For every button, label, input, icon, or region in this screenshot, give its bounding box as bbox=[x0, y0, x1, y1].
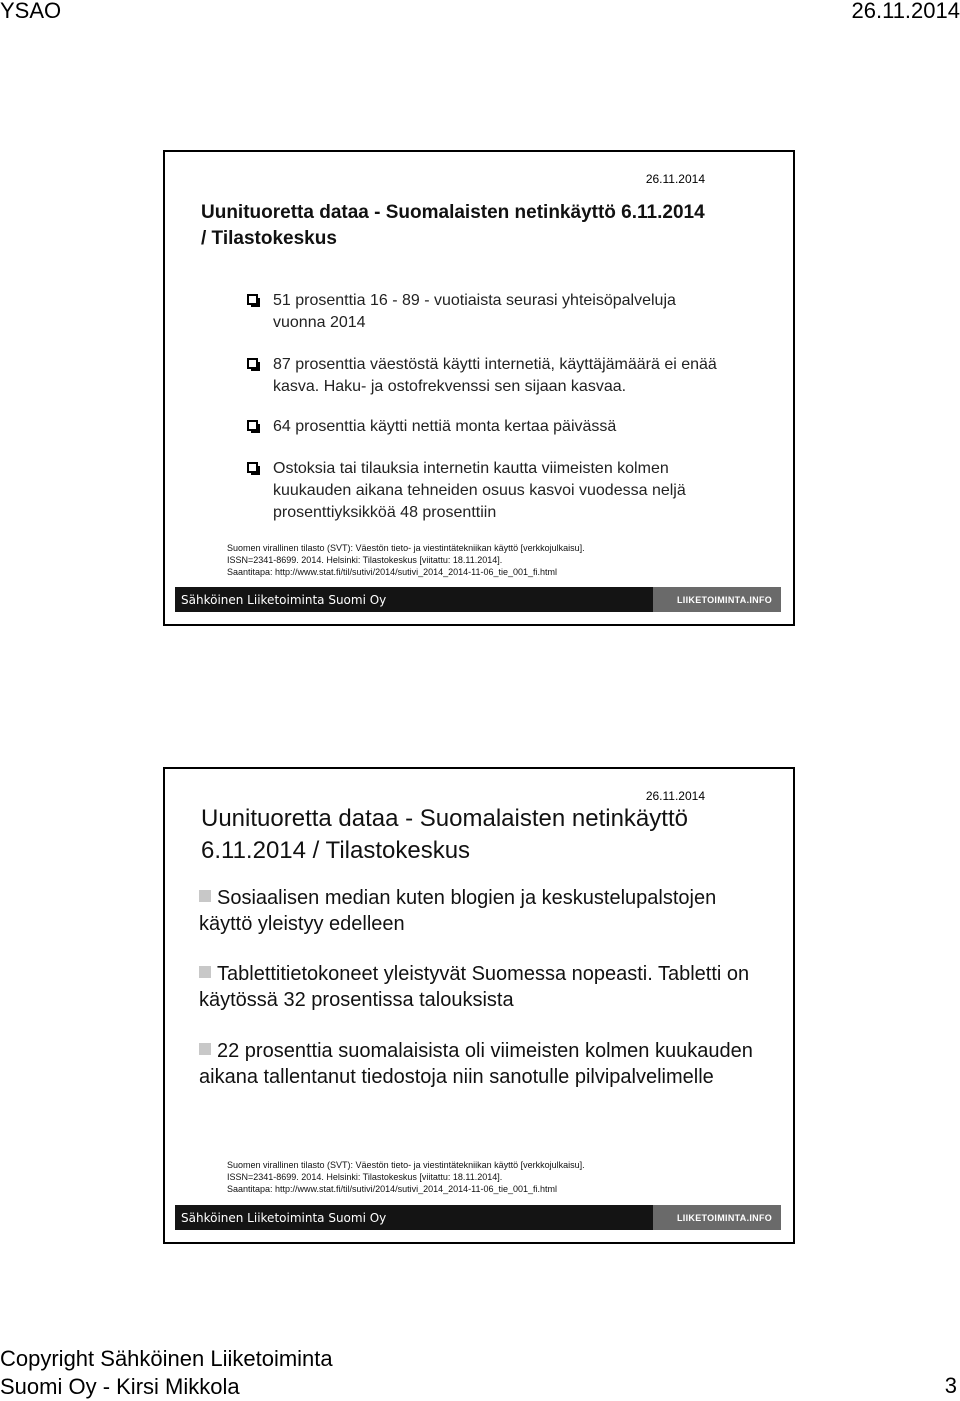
list-item bbox=[247, 290, 717, 334]
bullet-text: Sosiaalisen median kuten blogien ja keskustelupalstojen käyttö yleistyy edelleen bbox=[199, 887, 717, 935]
list-item bbox=[247, 354, 717, 398]
bullet-text: 87 prosenttia väestöstä käytti internetiä, käyttäjämäärä ei enää kasva. Haku- ja ostofrekvenssi sen sijaan kasvaa. bbox=[273, 356, 717, 395]
slide-footer-bar bbox=[175, 587, 781, 612]
square-bullet-icon bbox=[199, 966, 211, 978]
bullet-list bbox=[199, 885, 759, 1090]
source-line: Suomen virallinen tilasto (SVT): Väestön tieto- ja viestintätekniikan käyttö [verkkojulkaisu]. bbox=[227, 543, 585, 553]
source-line: Suomen virallinen tilasto (SVT): Väestön tieto- ja viestintätekniikan käyttö [verkkojulkaisu]. bbox=[227, 1160, 585, 1170]
source-link[interactable]: Saantitapa: http://www.stat.fi/til/sutivi/2014/sutivi_2014_2014-11-06_tie_001_fi.html bbox=[227, 567, 558, 577]
source-line: ISSN=2341-8699. 2014. Helsinki: Tilastokeskus [viitattu: 18.11.2014]. bbox=[227, 555, 503, 565]
slide-footer-bar bbox=[175, 1205, 781, 1230]
brand-logo: LIIKETOIMINTA.INFO bbox=[653, 587, 781, 612]
list-item bbox=[199, 885, 759, 937]
checkbox-bullet-icon bbox=[247, 420, 258, 431]
slide-title-line-2: 6.11.2014 / Tilastokeskus bbox=[201, 837, 471, 864]
bullet-text: 51 prosenttia 16 - 89 - vuotiaista seurasi yhteisöpalveluja vuonna 2014 bbox=[273, 292, 676, 331]
source-link[interactable]: Saantitapa: http://www.stat.fi/til/sutivi/2014/sutivi_2014_2014-11-06_tie_001_fi.html bbox=[227, 1184, 558, 1194]
slide-1 bbox=[163, 150, 795, 626]
square-bullet-icon bbox=[199, 890, 211, 902]
copyright-line-2: Suomi Oy - Kirsi Mikkola bbox=[0, 1374, 240, 1399]
footer-company-name: Sähköinen Liiketoiminta Suomi Oy bbox=[181, 1210, 387, 1225]
copyright-line-1: Copyright Sähköinen Liiketoiminta bbox=[0, 1346, 333, 1371]
checkbox-bullet-icon bbox=[247, 462, 258, 473]
slide-title bbox=[201, 200, 761, 252]
bullet-text: 64 prosenttia käytti nettiä monta kertaa päivässä bbox=[273, 418, 617, 435]
list-item bbox=[199, 961, 759, 1013]
brand-logo: LIIKETOIMINTA.INFO bbox=[653, 1205, 781, 1230]
bullet-text: Tablettitietokoneet yleistyvät Suomessa nopeasti. Tabletti on käytössä 32 prosentissa talouksista bbox=[199, 963, 750, 1011]
bullet-text: Ostoksia tai tilauksia internetin kautta viimeisten kolmen kuukauden aikana tehneiden osuus kasvoi vuodessa neljä prosenttiyksikköä 48 prosenttiin bbox=[273, 460, 686, 521]
source-citation bbox=[227, 542, 747, 578]
checkbox-bullet-icon bbox=[247, 358, 258, 369]
slide-title-line-2: / Tilastokeskus bbox=[201, 228, 337, 249]
copyright-notice bbox=[0, 1345, 420, 1401]
page-header-title: YSAO bbox=[0, 0, 62, 23]
footer-company-name: Sähköinen Liiketoiminta Suomi Oy bbox=[181, 592, 387, 607]
list-item bbox=[247, 416, 717, 438]
slide-title-line-1: Uunituoretta dataa - Suomalaisten netinkäyttö bbox=[201, 805, 688, 832]
slide-title-line-1: Uunituoretta dataa - Suomalaisten netinkäyttö 6.11.2014 bbox=[201, 202, 705, 223]
page-number: 3 bbox=[944, 1373, 957, 1398]
slide-2 bbox=[163, 767, 795, 1244]
source-citation bbox=[227, 1159, 747, 1195]
list-item bbox=[199, 1038, 759, 1090]
slide-date: 26.11.2014 bbox=[645, 172, 705, 186]
page-header-date: 26.11.2014 bbox=[851, 0, 960, 23]
bullet-text: 22 prosenttia suomalaisista oli viimeisten kolmen kuukauden aikana tallentanut tiedostoja niin sanotulle pilvipalvelimelle bbox=[199, 1040, 753, 1088]
checkbox-bullet-icon bbox=[247, 294, 258, 305]
slide-title bbox=[201, 803, 761, 867]
list-item bbox=[247, 458, 717, 524]
bullet-list bbox=[247, 290, 717, 524]
source-line: ISSN=2341-8699. 2014. Helsinki: Tilastokeskus [viitattu: 18.11.2014]. bbox=[227, 1172, 503, 1182]
square-bullet-icon bbox=[199, 1043, 211, 1055]
slide-date: 26.11.2014 bbox=[645, 789, 705, 803]
